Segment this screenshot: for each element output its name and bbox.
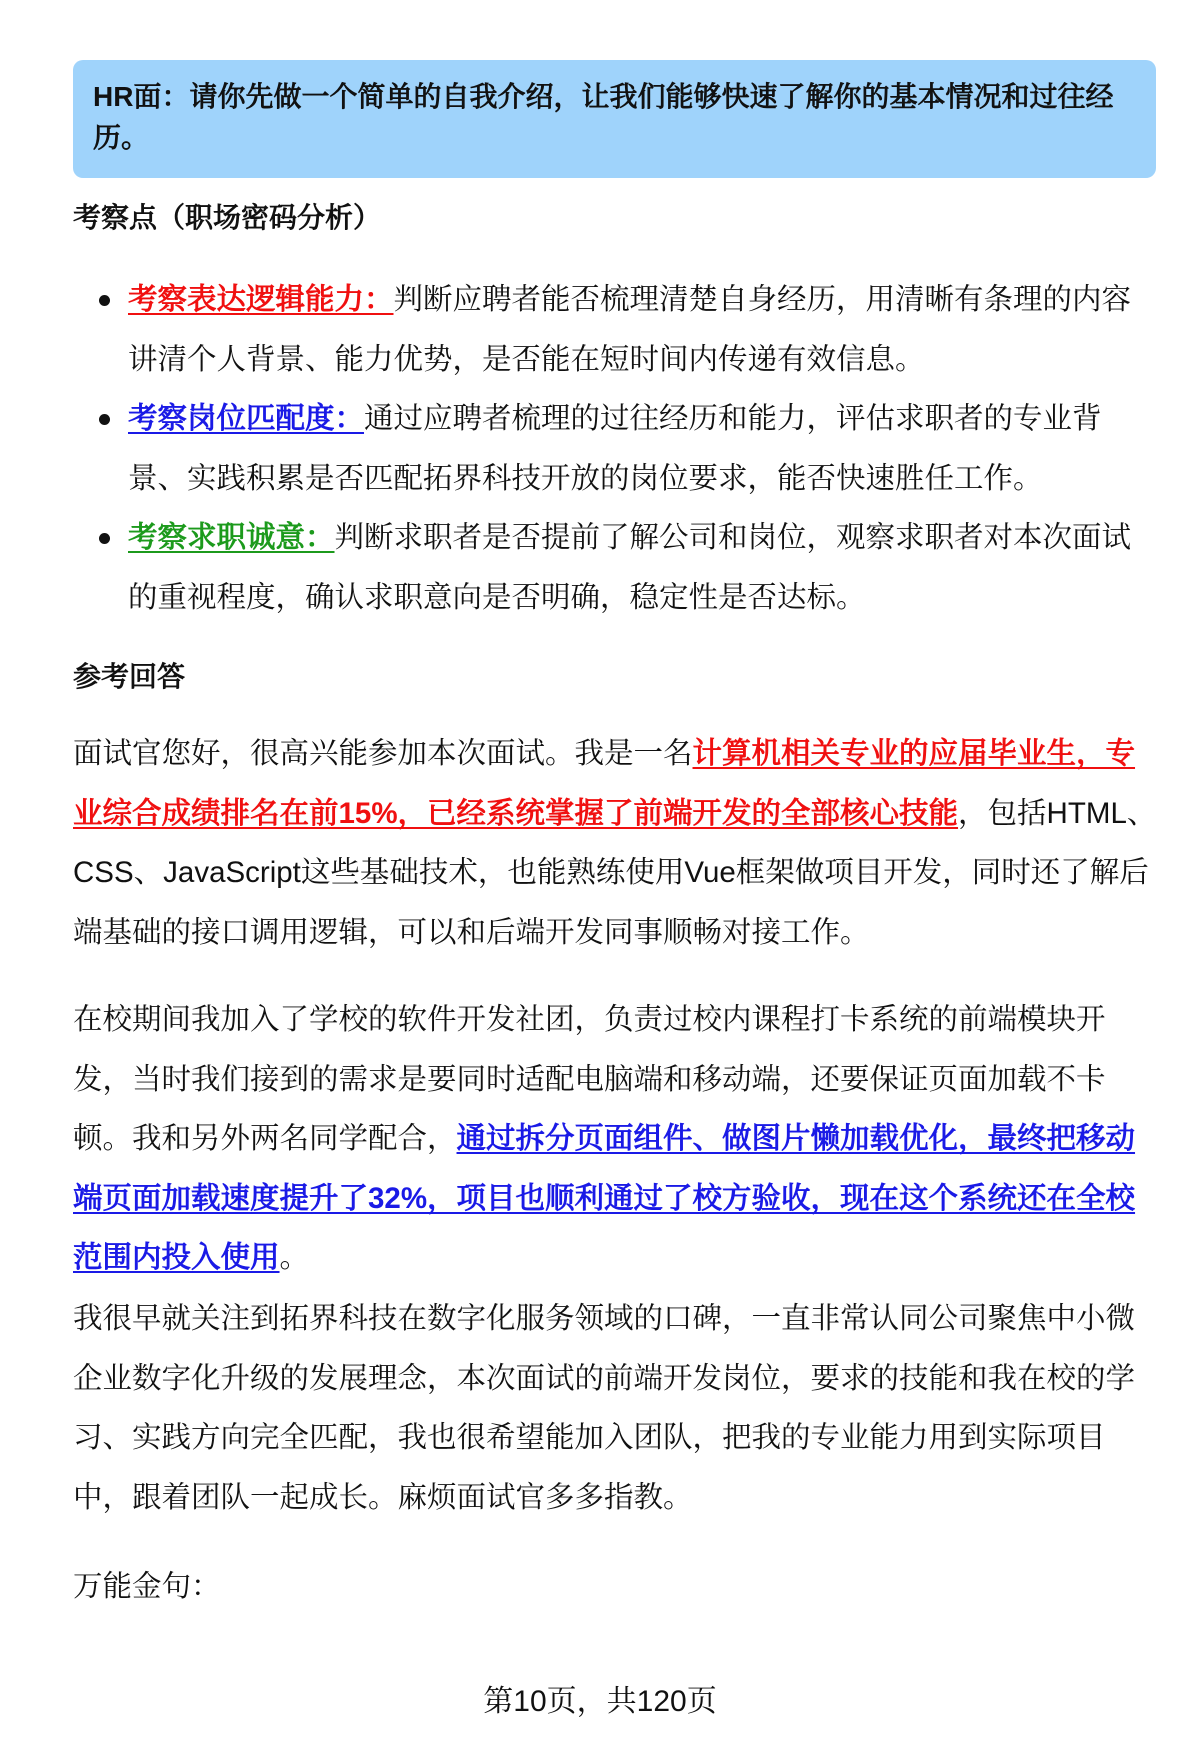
- answer-paragraph-1: [73, 724, 1161, 962]
- item-label: 考察岗位匹配度：: [128, 402, 365, 435]
- question-text: HR面：请你先做一个简单的自我介绍，让我们能够快速了解你的基本情况和过往经历。: [93, 81, 1114, 153]
- item-label: 考察求职诚意：: [128, 521, 335, 554]
- answer-paragraph-3: 我很早就关注到拓界科技在数字化服务领域的口碑，一直非常认同公司聚焦中小微企业数字化升级的发展理念，本次面试的前端开发岗位，要求的技能和我在校的学习、实践方向完全匹配，我也很希望能加入团队，把我的专业能力用到实际项目中，跟着团队一起成长。麻烦面试官多多指教。: [73, 1302, 1136, 1514]
- text: 面试官您好，很高兴能参加本次面试。我是一名: [73, 737, 693, 770]
- item-label: 考察表达逻辑能力：: [128, 283, 394, 316]
- answer-heading: 参考回答: [73, 661, 186, 692]
- text: 。: [279, 1241, 310, 1274]
- list-item: [128, 389, 1160, 508]
- text: ，包括HTML、CSS、JavaScript这些基础技术，也能熟练使用Vue框架做项目开发，同时还了解后端基础的接口调用逻辑，可以和后端开发同事顺畅对接工作。: [73, 796, 1157, 949]
- answer-paragraph-2: [73, 990, 1161, 1288]
- golden-sentence-label: 万能金句：: [73, 1570, 221, 1603]
- highlight-text: 通过拆分页面组件、做图片懒加载优化，最终把移动端页面加载速度提升了32%，项目也顺利通过了校方验收，现在这个系统还在全校范围内投入使用: [73, 1122, 1136, 1274]
- item-text: 通过应聘者梳理的过往经历和能力，评估求职者的专业背景、实践积累是否匹配拓界科技开放的岗位要求，能否快速胜任工作。: [128, 402, 1102, 495]
- item-text: 判断应聘者能否梳理清楚自身经历，用清晰有条理的内容讲清个人背景、能力优势，是否能在短时间内传递有效信息。: [128, 283, 1132, 376]
- analysis-list: [128, 270, 1160, 627]
- highlight-text: 计算机相关专业的应届毕业生，专业综合成绩排名在前15%，已经系统掌握了前端开发的全部核心技能: [73, 737, 1136, 830]
- page-number: 第10页，共120页: [483, 1685, 717, 1718]
- list-item: [128, 270, 1160, 389]
- item-text: 判断求职者是否提前了解公司和岗位，观察求职者对本次面试的重视程度，确认求职意向是否明确，稳定性是否达标。: [128, 521, 1132, 614]
- analysis-heading: 考察点（职场密码分析）: [73, 202, 382, 233]
- list-item: [128, 508, 1160, 627]
- text: 在校期间我加入了学校的软件开发社团，负责过校内课程打卡系统的前端模块开发，当时我们接到的需求是要同时适配电脑端和移动端，还要保证页面加载不卡顿。我和另外两名同学配合，: [73, 1003, 1106, 1155]
- question-box: [73, 60, 1156, 178]
